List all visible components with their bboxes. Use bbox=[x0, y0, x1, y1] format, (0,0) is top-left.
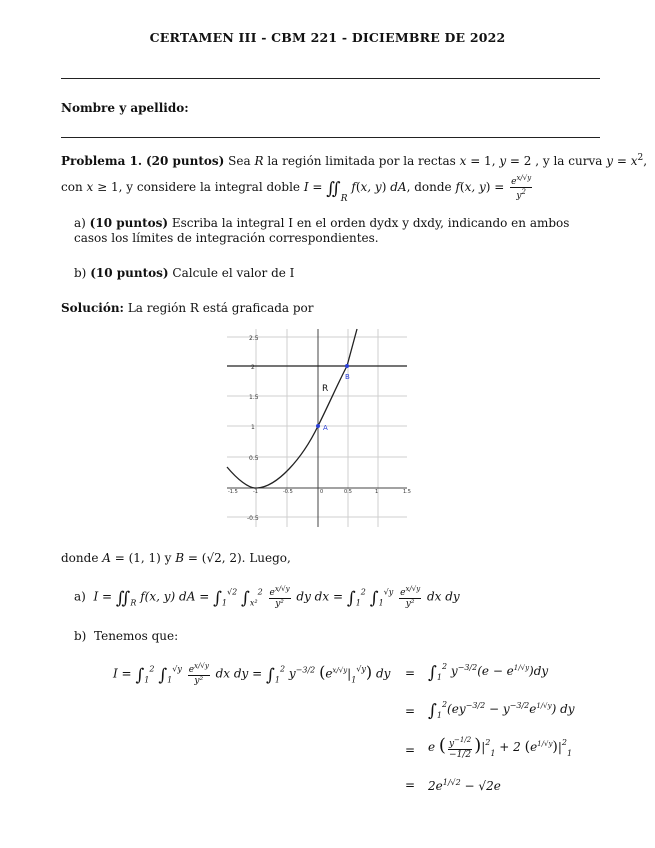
solution-b-eq-sign-4: = bbox=[405, 778, 416, 792]
x-tick-labels bbox=[228, 489, 411, 495]
solution-b-text: Tenemos que: bbox=[94, 629, 179, 643]
solution-b-rhs-3: e ( $\frac{y^{-1/2}}{-1/2}$ )$|^2_1 + 2$ $(e^{1/√y})|^2_1$ bbox=[428, 735, 573, 760]
x-tick: 1 bbox=[375, 489, 379, 495]
problem-line-1: Problema 1. (20 puntos) Sea R la región limitada por la rectas x = 1, y = 2 , y la curva $y = x^2$, bbox=[61, 153, 648, 168]
y-tick: 2 bbox=[251, 364, 255, 371]
problem-text-d: con bbox=[61, 180, 83, 194]
solution-b-eq-sign-3: = bbox=[405, 743, 416, 757]
problem-text-b: la región limitada por la rectas bbox=[267, 154, 456, 168]
item-b-text: Calcule el valor de I bbox=[172, 266, 295, 280]
parabola-curve bbox=[227, 329, 357, 488]
solution-b-intro: b) Tenemos que: bbox=[74, 629, 179, 643]
x-tick: -1.5 bbox=[228, 489, 238, 495]
solution-b-eq-sign-1: = bbox=[405, 666, 416, 680]
problem-points: (20 puntos) bbox=[145, 154, 225, 168]
point-a-marker bbox=[316, 424, 320, 428]
x-tick: -1 bbox=[253, 489, 258, 495]
solution-label: Solución: bbox=[61, 301, 124, 315]
point-b-label: B bbox=[345, 373, 350, 381]
y-tick: -0.5 bbox=[247, 515, 259, 522]
top-rule bbox=[61, 78, 600, 79]
solution-b-eq-sign-2: = bbox=[405, 704, 416, 718]
problem-text-f: , donde bbox=[406, 180, 452, 194]
x-tick: 0 bbox=[320, 489, 324, 495]
problem-text-c: , y la curva bbox=[535, 154, 603, 168]
item-a: a) (10 puntos) Escriba la integral I en el orden dydx y dxdy, indicando en ambos casos los límites de integración correspondientes. bbox=[74, 216, 570, 245]
item-b: b) (10 puntos) Calcule el valor de I bbox=[74, 266, 295, 280]
x-tick: 1.5 bbox=[403, 489, 411, 495]
x-tick: 0.5 bbox=[344, 489, 352, 495]
solution-a-equation: a) $I = ∬_R$ f(x, y) dA = $\int_1^{√2}$ $\int_{x^2}^2$ $\frac{e^{x/√y}}{\text{y²}}$ dy dx = $\int_1^2$ $\int_1^{√y}$ $\frac{e^{x/√y}}{\text{y²}}$ dx dy bbox=[74, 585, 460, 609]
solution-b-result: $2e^{1/√2} - √2e$ bbox=[428, 778, 501, 793]
region-label: R bbox=[322, 384, 329, 394]
point-a-label: A bbox=[323, 424, 328, 432]
region-graph bbox=[227, 329, 411, 527]
solution-intro bbox=[61, 301, 314, 315]
problem-label: Problema 1. bbox=[61, 154, 143, 168]
exam-title: CERTAMEN III - CBM 221 - DICIEMBRE DE 2022 bbox=[149, 30, 506, 45]
problem-text-e: , y considere la integral doble bbox=[118, 180, 301, 194]
problem-line-2: con x ≥ 1, y considere la integral doble $I = ∬_R$ f(x, y) dA, donde f(x, y) = $\frac{e^{x/√y}}{y^2}$ bbox=[61, 174, 532, 204]
solution-b-rhs-2: $\int_1^2(ey^{-3/2} - y^{-3/2}e^{1/√y})$ dy bbox=[428, 700, 575, 721]
solution-intro-text: La región R está graficada por bbox=[127, 301, 314, 315]
y-tick: 2.5 bbox=[249, 335, 259, 342]
name-label: Nombre y apellido: bbox=[61, 101, 189, 115]
point-b-marker bbox=[345, 364, 349, 368]
x-tick: -0.5 bbox=[283, 489, 293, 495]
after-graph-text: donde A = (1, 1) y B = (√2, 2). Luego, bbox=[61, 551, 291, 565]
solution-b-rhs-1: $\int_1^2$ $y^{-3/2}(e - e^{1/√y})dy$ bbox=[428, 662, 549, 683]
solution-b-line-1: $I = \int_1^2$ $\int_1^{√y}$ $\frac{e^{x/√y}}{\text{y²}}$ dx dy = $\int_1^2$ $y^{-3/2}$ $(e^{x/√y}|_1^{√y})$ dy bbox=[113, 662, 391, 686]
y-tick: 0.5 bbox=[249, 455, 259, 462]
y-tick: 1 bbox=[251, 424, 255, 431]
problem-text-a: Sea bbox=[228, 154, 251, 168]
name-rule bbox=[61, 137, 600, 138]
y-tick: 1.5 bbox=[249, 394, 259, 401]
item-a-text: Escriba la integral I en el orden dydx y dxdy, indicando en ambos casos los límites de integración correspondientes. bbox=[74, 216, 570, 245]
